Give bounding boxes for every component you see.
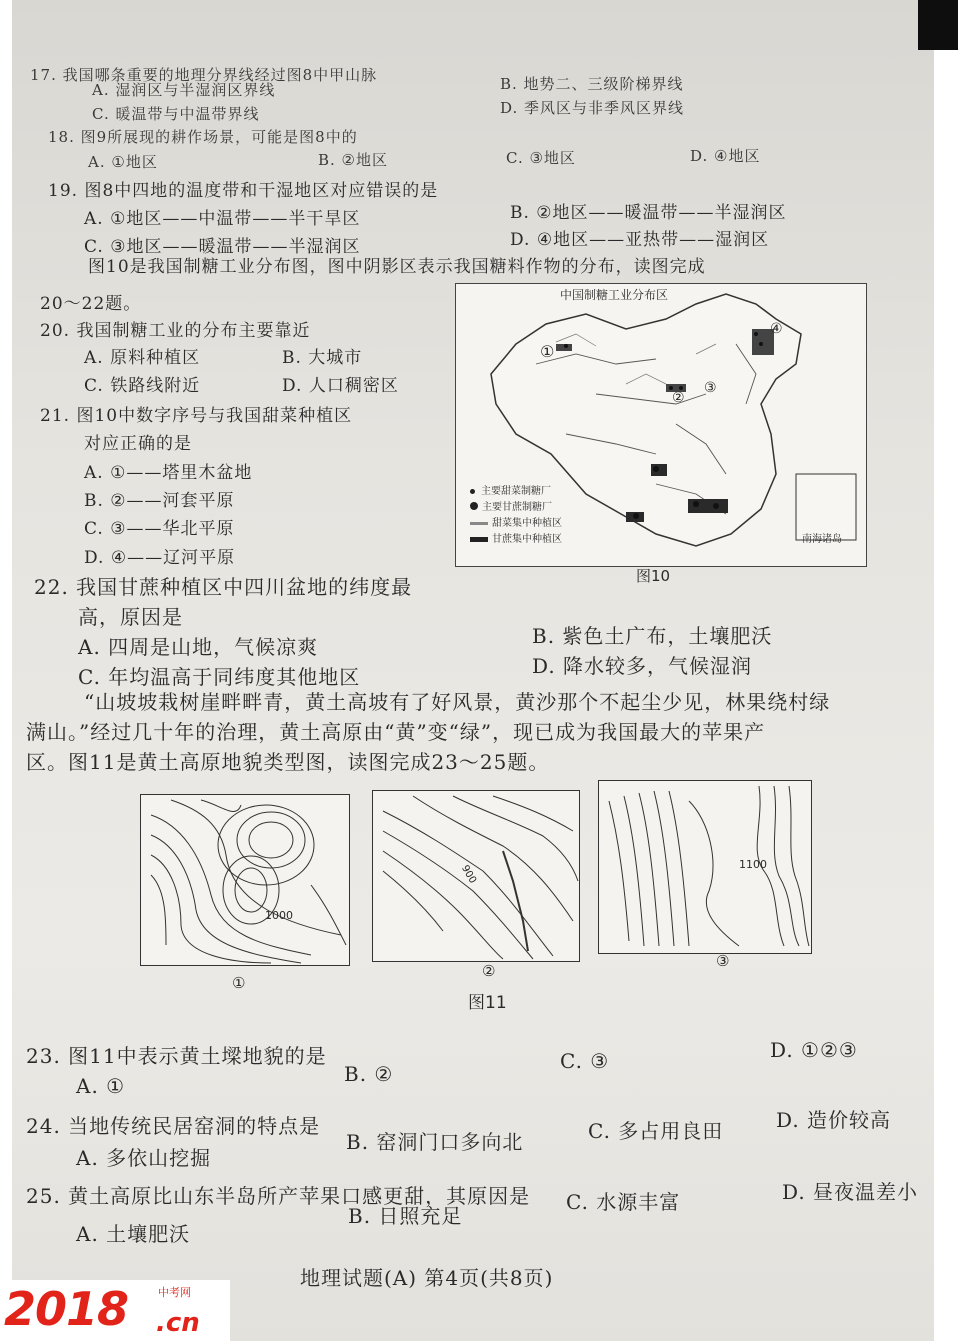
map-legend	[470, 484, 562, 548]
q23-option-a: A. ①	[76, 1074, 126, 1098]
page-corner-shadow	[918, 0, 958, 50]
topo-map-1-contours	[141, 795, 349, 965]
q20-option-a: A. 原料种植区	[84, 348, 201, 368]
fig10-caption: 图10	[636, 567, 671, 585]
marker-4: ④	[770, 321, 783, 337]
topo-1-label: ①	[232, 974, 246, 992]
topo-2-label: ②	[482, 962, 496, 980]
q24-option-c: C. 多占用良田	[588, 1119, 724, 1143]
marker-1: ①	[540, 342, 555, 361]
inset-label: 南海诸岛	[802, 534, 842, 545]
legend-beet-area: 甜菜集中种植区	[492, 518, 562, 529]
page-footer: 地理试题(A) 第4页(共8页)	[300, 1266, 554, 1290]
q17-option-c: C. 暖温带与中温带界线	[92, 105, 260, 123]
marker-3: ③	[704, 380, 717, 396]
fig11-intro-line1: “山坡坡栽树崖畔畔青，黄土高坡有了好风景，黄沙那个不起尘少见，林果绕村绿	[84, 690, 831, 714]
q22-option-d: D. 降水较多，气候湿润	[532, 654, 753, 678]
q19-option-c: C. ③地区——暖温带——半湿润区	[84, 237, 361, 257]
contour-label-900: 900	[459, 863, 479, 886]
q24-stem: 24. 当地传统民居窑洞的特点是	[26, 1114, 321, 1138]
q24-option-b: B. 窑洞门口多向北	[346, 1130, 524, 1154]
q25-option-c: C. 水源丰富	[566, 1190, 681, 1214]
q21-stem-line2: 对应正确的是	[84, 434, 192, 454]
q22-option-c: C. 年均温高于同纬度其他地区	[78, 665, 361, 689]
watermark-sub: 中考网	[158, 1286, 191, 1299]
q22-option-b: B. 紫色土广布，土壤肥沃	[532, 624, 773, 648]
q20-stem: 20. 我国制糖工业的分布主要靠近	[40, 321, 311, 341]
marker-2: ②	[672, 390, 685, 406]
topo-map-3-contours	[599, 781, 811, 953]
legend-cane-mill: 主要甘蔗制糖厂	[482, 502, 552, 513]
q20-option-d: D. 人口稠密区	[282, 376, 399, 396]
fig11-intro-line3: 区。图11是黄土高原地貌类型图，读图完成23～25题。	[26, 750, 550, 774]
map-title: 中国制糖工业分布区	[560, 288, 669, 302]
contour-label-1000: 1000	[265, 909, 293, 922]
q18-stem: 18. 图9所展现的耕作场景，可能是图8中的	[48, 128, 358, 146]
q24-option-a: A. 多依山挖掘	[76, 1146, 212, 1170]
q25-option-b: B. 日照充足	[348, 1204, 463, 1228]
q18-option-d: D. ④地区	[690, 147, 761, 165]
topo-3-label: ③	[716, 952, 730, 970]
q17-option-d: D. 季风区与非季风区界线	[500, 99, 685, 117]
q18-option-a: A. ①地区	[88, 153, 158, 171]
q23-stem: 23. 图11中表示黄土墚地貌的是	[26, 1044, 327, 1068]
q21-option-d: D. ④——辽河平原	[84, 548, 236, 568]
q23-option-c: C. ③	[560, 1049, 610, 1073]
q22-stem-line1: 22. 我国甘蔗种植区中四川盆地的纬度最	[34, 575, 413, 599]
watermark-main: 2018	[4, 1282, 129, 1336]
q19-option-b: B. ②地区——暖温带——半湿润区	[510, 203, 787, 223]
q23-option-d: D. ①②③	[770, 1038, 858, 1062]
q22-stem-line2: 高，原因是	[78, 605, 183, 629]
fig11-intro-line2: 满山。”经过几十年的治理，黄土高原由“黄”变“绿”，现已成为我国最大的苹果产	[26, 720, 766, 744]
site-watermark-logo	[0, 1280, 230, 1341]
q23-option-b: B. ②	[344, 1062, 394, 1086]
contour-label-1100: 1100	[739, 858, 767, 871]
q21-option-c: C. ③——华北平原	[84, 519, 235, 539]
legend-beet-mill: 主要甜菜制糖厂	[481, 486, 551, 497]
q22-option-a: A. 四周是山地，气候凉爽	[78, 635, 319, 659]
q17-option-b: B. 地势二、三级阶梯界线	[500, 75, 684, 93]
q19-option-a: A. ①地区——中温带——半干旱区	[84, 209, 361, 229]
q17-option-a: A. 湿润区与半湿润区界线	[92, 81, 276, 99]
legend-cane-mill-symbol	[470, 502, 478, 510]
q21-stem-line1: 21. 图10中数字序号与我国甜菜种植区	[40, 406, 353, 426]
fig10-intro-line1: 图10是我国制糖工业分布图，图中阴影区表示我国糖料作物的分布，读图完成	[88, 257, 706, 277]
legend-beet-mill-symbol	[470, 489, 475, 494]
fig10-intro-line2: 20～22题。	[40, 294, 142, 314]
q19-stem: 19. 图8中四地的温度带和干湿地区对应错误的是	[48, 181, 439, 201]
q18-option-b: B. ②地区	[318, 151, 389, 169]
q24-option-d: D. 造价较高	[776, 1108, 892, 1132]
q20-option-b: B. 大城市	[282, 348, 363, 368]
q21-option-a: A. ①——塔里木盆地	[84, 463, 253, 483]
q20-option-c: C. 铁路线附近	[84, 376, 201, 396]
topo-map-1	[140, 794, 350, 966]
q18-option-c: C. ③地区	[506, 149, 576, 167]
fig11-caption: 图11	[468, 993, 507, 1013]
topo-map-2	[372, 790, 580, 962]
china-sugar-industry-map	[455, 283, 867, 567]
q25-stem: 25. 黄土高原比山东半岛所产苹果口感更甜，其原因是	[26, 1184, 531, 1208]
q19-option-d: D. ④地区——亚热带——湿润区	[510, 230, 770, 250]
legend-cane-area: 甘蔗集中种植区	[492, 534, 562, 545]
watermark-domain: .cn	[156, 1308, 200, 1338]
q25-option-a: A. 土壤肥沃	[76, 1222, 191, 1246]
legend-cane-area-symbol	[470, 537, 488, 542]
legend-beet-area-symbol	[470, 522, 488, 525]
q17-stem: 17. 我国哪条重要的地理分界线经过图8中甲山脉	[30, 66, 378, 84]
q25-option-d: D. 昼夜温差小	[782, 1180, 919, 1204]
q21-option-b: B. ②——河套平原	[84, 491, 235, 511]
topo-map-3	[598, 780, 812, 954]
